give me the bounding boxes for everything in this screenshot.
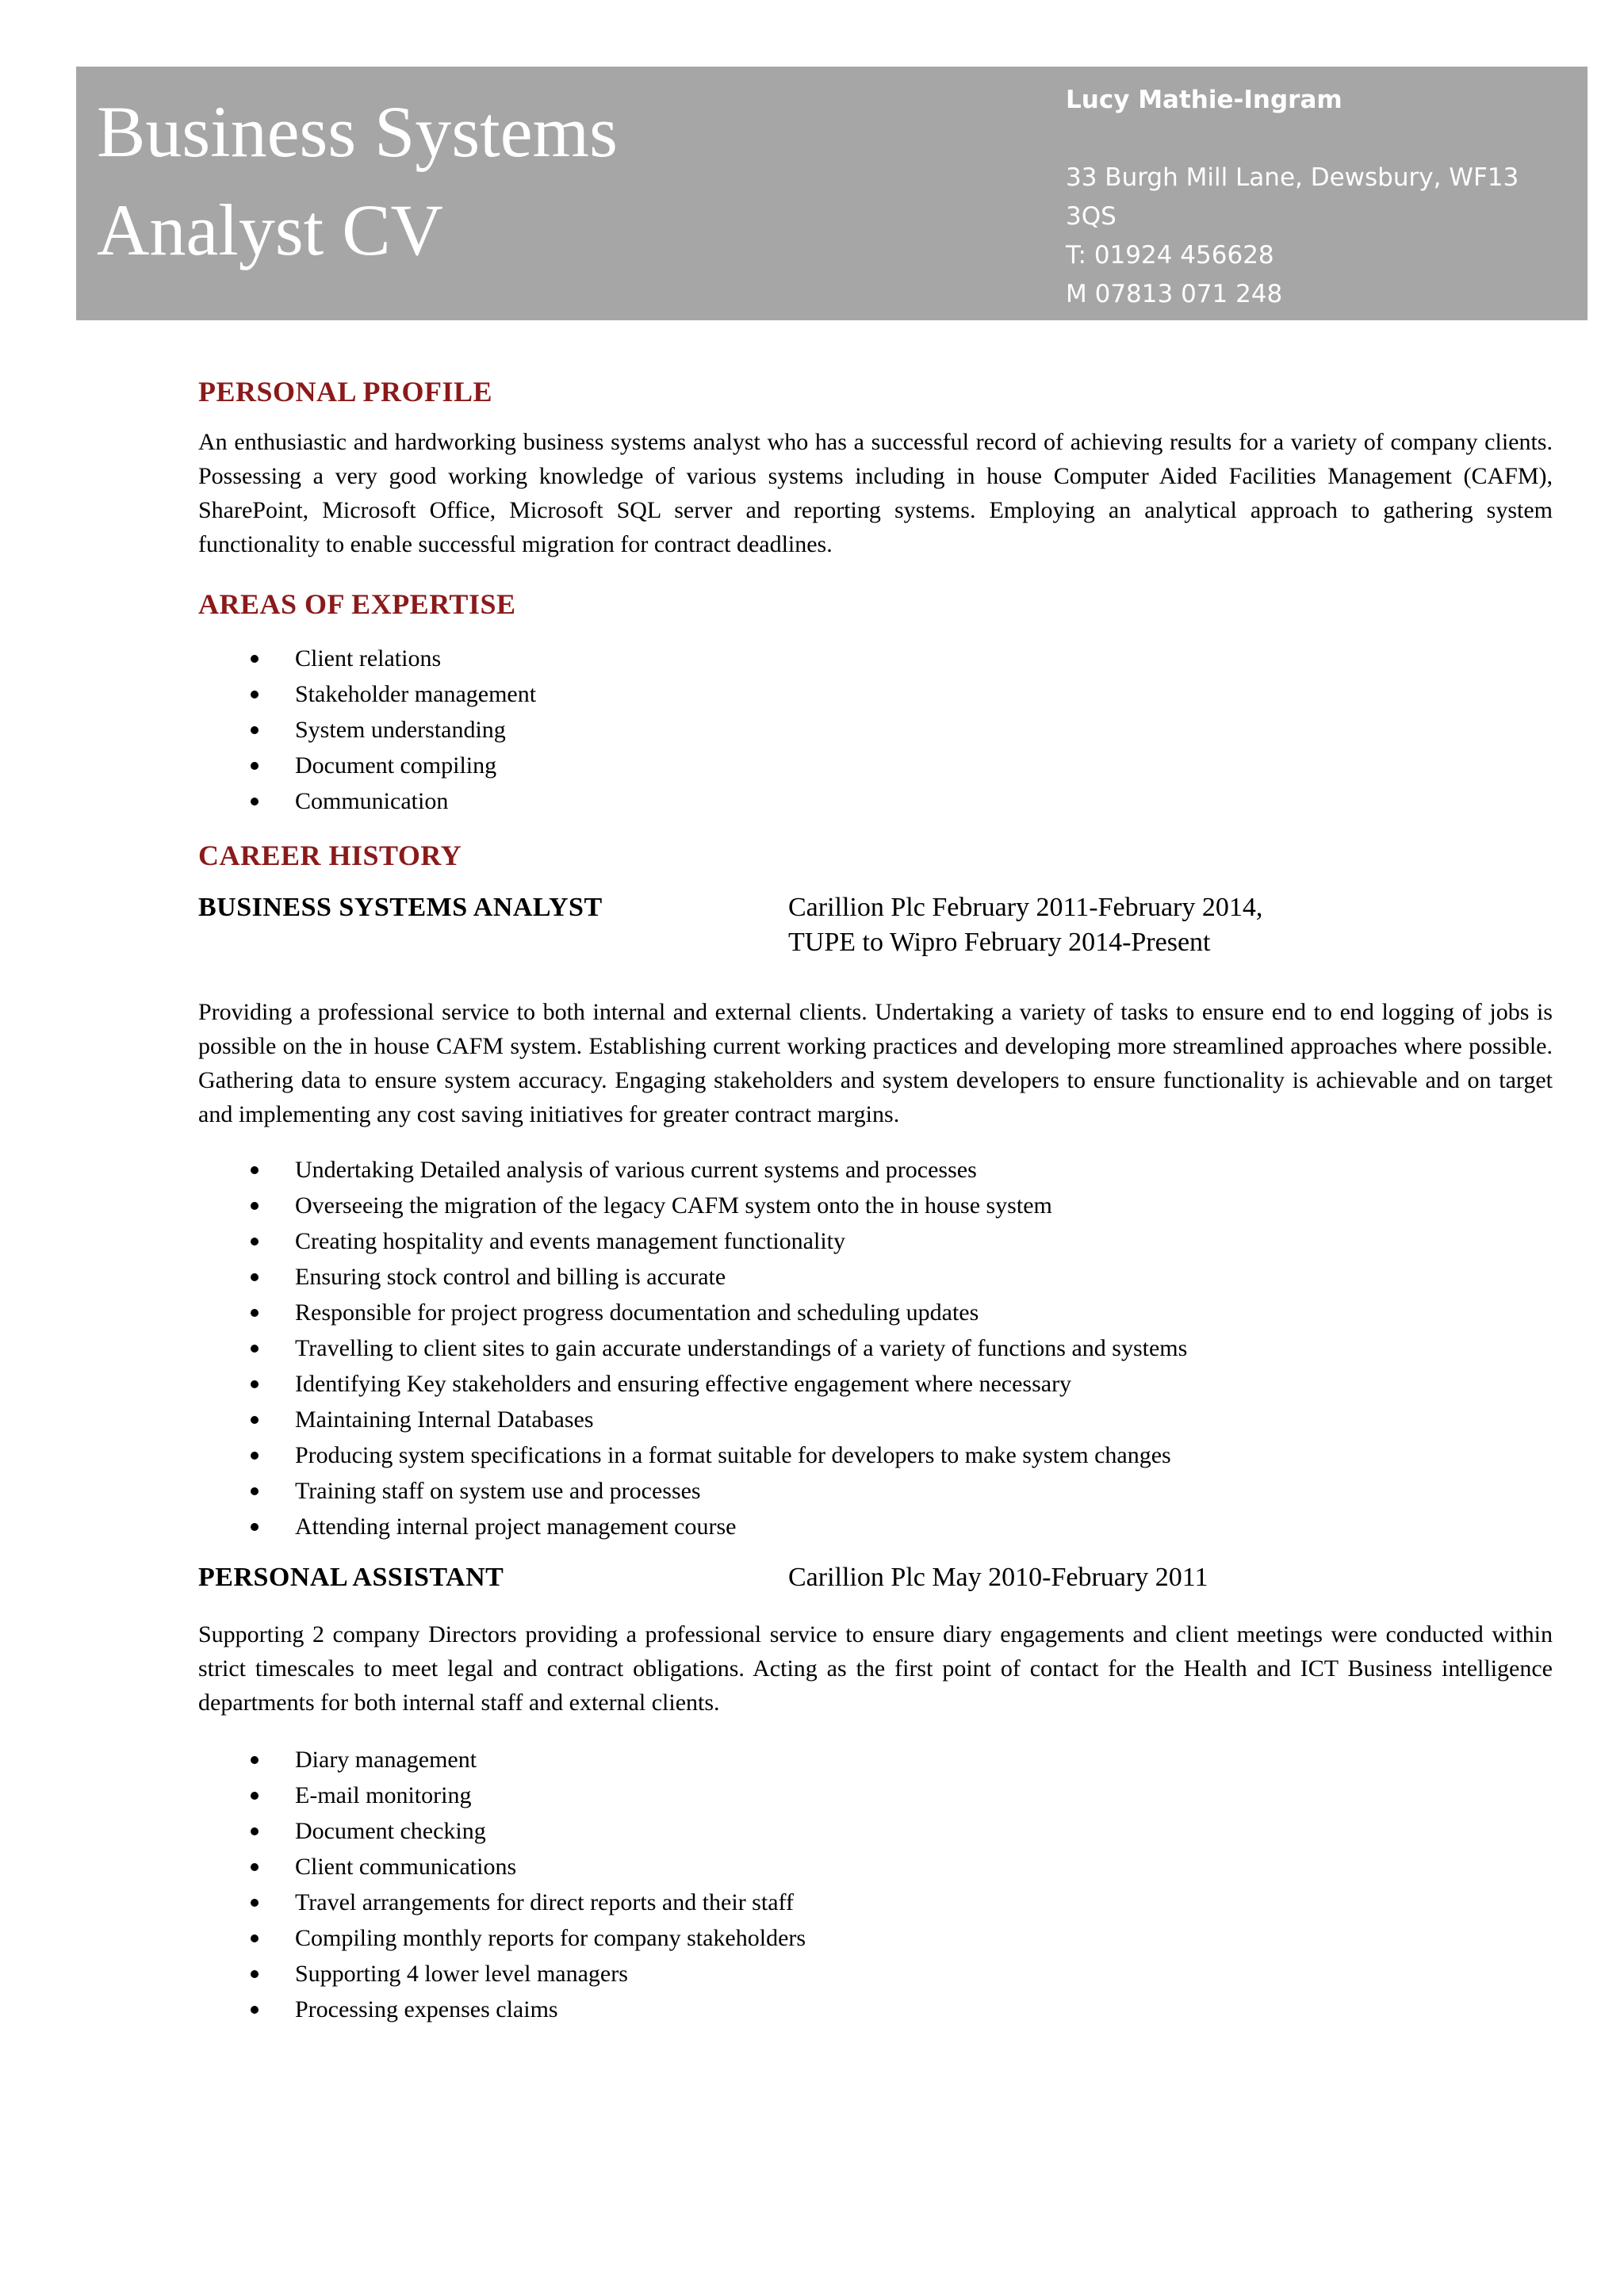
contact-email: E: LUCYMATHIE@HOTMAIL.COM [1066,319,1454,347]
title-line-1: Business Systems [97,91,618,172]
job-duties-list [198,1152,1553,1544]
job-header [198,890,1553,925]
list-item: Processing expenses claims [295,1992,1553,2027]
list-item: Communication [295,783,1553,819]
job-header-continued [198,925,1553,960]
job-employer-dates: Carillion Plc May 2010-February 2011 [788,1563,1208,1592]
list-item: E-mail monitoring [295,1777,1553,1813]
section-heading-career: CAREER HISTORY [198,840,462,871]
job-entry [198,890,1553,1544]
job-duties-list [198,1742,1553,2027]
list-item: Attending internal project management course [295,1509,1553,1544]
list-item: Producing system specifications in a format suitable for developers to make system changes [295,1437,1553,1473]
list-item: Responsible for project progress documentation and scheduling updates [295,1295,1553,1330]
job-description: Supporting 2 company Directors providing a professional service to ensure diary engagements and client meetings were conducted within strict timescales to meet legal and contract obligations. Acting as the first point of contact for the Health and ICT Business intelligence departments for both internal staff and external clients. [198,1621,1553,1716]
list-item: Travelling to client sites to gain accurate understandings of a variety of functions and systems [295,1330,1553,1366]
list-item: Training staff on system use and processes [295,1473,1553,1509]
contact-block [1066,81,1573,353]
list-item: Undertaking Detailed analysis of various current systems and processes [295,1152,1553,1188]
contact-mobile: M 07813 071 248 [1066,280,1283,308]
list-item: Document checking [295,1813,1553,1849]
list-item: Stakeholder management [295,676,1553,712]
list-item: Maintaining Internal Databases [295,1402,1553,1437]
candidate-name: Lucy Mathie-Ingram [1066,86,1342,114]
job-employer-dates: Carillion Plc February 2011-February 2014, [788,893,1263,922]
list-item: Travel arrangements for direct reports and their staff [295,1885,1553,1920]
list-item: Creating hospitality and events management functionality [295,1223,1553,1259]
profile-text: An enthusiastic and hardworking business systems analyst who has a successful record of achieving results for a variety of company clients. Possessing a very good working knowledge of various systems including in house Computer Aided Facilities Management (CAFM), SharePoint, Microsoft Office, Microsoft SQL server and reporting systems. Employing an analytical approach to gathering system functionality to enable successful migration for contract deadlines. [198,429,1553,557]
job-entry [198,1560,1553,2027]
title-line-2: Analyst CV [97,189,443,270]
list-item: Overseeing the migration of the legacy CAFM system onto the in house system [295,1188,1553,1223]
list-item: Ensuring stock control and billing is accurate [295,1259,1553,1295]
list-item: System understanding [295,712,1553,748]
list-item: Compiling monthly reports for company stakeholders [295,1920,1553,1956]
list-item: Diary management [295,1742,1553,1777]
cv-header [76,67,1588,347]
list-item: Identifying Key stakeholders and ensuring effective engagement where necessary [295,1366,1553,1402]
contact-address: 33 Burgh Mill Lane, Dewsbury, WF13 3QS [1066,163,1519,231]
list-item: Client communications [295,1849,1553,1885]
job-title: BUSINESS SYSTEMS ANALYST [198,893,603,922]
document-title [97,82,1017,279]
job-header [198,1560,1553,1595]
job-title: PERSONAL ASSISTANT [198,1563,504,1592]
section-heading-profile: PERSONAL PROFILE [198,376,493,408]
cv-content [198,373,1553,2027]
expertise-list [198,641,1553,819]
list-item: Document compiling [295,748,1553,783]
contact-telephone: T: 01924 456628 [1066,241,1274,270]
job-description: Providing a professional service to both internal and external clients. Undertaking a variety of tasks to ensure end to end logging of jobs is possible on the in house CAFM system. Establishing current working practices and developing more streamlined approaches where possible. Gathering data to ensure system accuracy. Engaging stakeholders and system developers to ensure functionality is achievable and on target and implementing any cost saving initiatives for greater contract margins. [198,999,1553,1127]
contact-spacer [1066,120,1573,159]
job-employer-dates-line-2: TUPE to Wipro February 2014-Present [788,928,1211,957]
list-item: Supporting 4 lower level managers [295,1956,1553,1992]
section-heading-expertise: AREAS OF EXPERTISE [198,588,516,620]
list-item: Client relations [295,641,1553,676]
